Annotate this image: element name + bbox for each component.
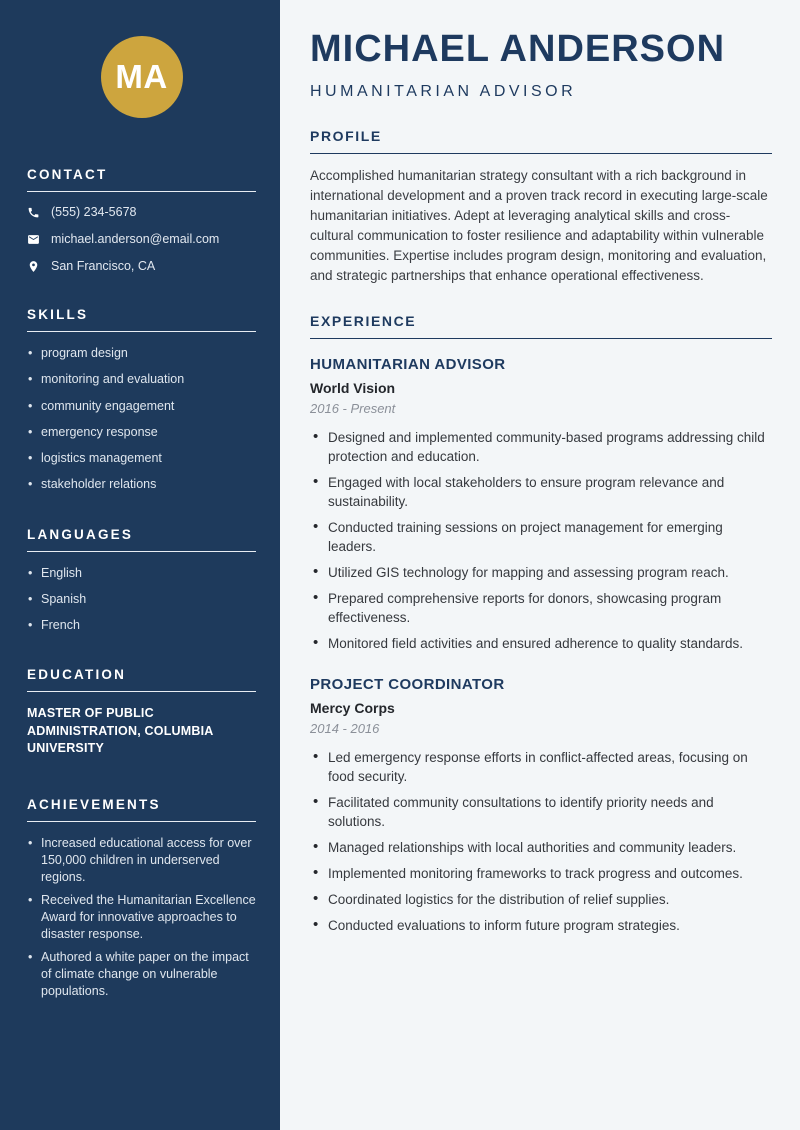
languages-heading: LANGUAGES (27, 527, 256, 552)
contact-phone-row (27, 205, 256, 219)
contact-heading: CONTACT (27, 167, 256, 192)
education-heading: EDUCATION (27, 667, 256, 692)
location-pin-icon (27, 260, 40, 273)
skill-item: • community engagement (27, 398, 256, 414)
skills-heading: SKILLS (27, 307, 256, 332)
experience-heading: EXPERIENCE (310, 313, 772, 339)
job-entry (310, 676, 772, 935)
achievement-item: • Authored a white paper on the impact of climate change on vulnerable populations. (27, 949, 256, 1000)
job-bullet: • Designed and implemented community-based programs addressing child protection and education. (310, 428, 772, 466)
contact-location: San Francisco, CA (51, 259, 156, 273)
languages-section (27, 527, 256, 634)
person-title: HUMANITARIAN ADVISOR (310, 82, 577, 100)
achievement-item: • Received the Humanitarian Excellence Award for innovative approaches to disaster response. (27, 892, 256, 943)
education-section (27, 667, 256, 757)
skill-item: • monitoring and evaluation (27, 371, 256, 387)
job-entry (310, 356, 772, 653)
sidebar (0, 0, 280, 1130)
skills-list (27, 345, 256, 493)
job-dates: 2014 - 2016 (310, 720, 380, 736)
person-name: MICHAEL ANDERSON (310, 28, 726, 70)
language-item: • Spanish (27, 591, 256, 607)
phone-icon (27, 206, 40, 219)
job-bullet: • Implemented monitoring frameworks to track progress and outcomes. (310, 864, 772, 883)
job-bullet: • Conducted evaluations to inform future program strategies. (310, 916, 772, 935)
achievements-list (27, 835, 256, 1000)
languages-list (27, 565, 256, 634)
main-column (280, 0, 800, 1130)
job-bullet: • Coordinated logistics for the distribution of relief supplies. (310, 890, 772, 909)
experience-section (310, 313, 772, 935)
profile-section (310, 128, 772, 286)
job-title: HUMANITARIAN ADVISOR (310, 355, 506, 373)
job-bullet: • Conducted training sessions on project management for emerging leaders. (310, 518, 772, 556)
language-item: • French (27, 617, 256, 633)
job-bullet: • Monitored field activities and ensured adherence to quality standards. (310, 634, 772, 653)
avatar-initials: MA (115, 58, 168, 95)
avatar (101, 36, 183, 118)
contact-location-row (27, 259, 256, 273)
achievements-section (27, 797, 256, 1000)
skill-item: • program design (27, 345, 256, 361)
contact-email: michael.anderson@email.com (51, 232, 220, 246)
skill-item: • emergency response (27, 424, 256, 440)
language-item: • English (27, 565, 256, 581)
achievements-heading: ACHIEVEMENTS (27, 797, 256, 822)
job-bullet: • Led emergency response efforts in conflict-affected areas, focusing on food security. (310, 748, 772, 786)
job-bullets (310, 428, 772, 653)
job-bullet: • Engaged with local stakeholders to ensure program relevance and sustainability. (310, 473, 772, 511)
skills-section (27, 307, 256, 493)
job-bullets (310, 748, 772, 935)
contact-section (27, 167, 256, 273)
education-degree: MASTER OF PUBLIC ADMINISTRATION, COLUMBIA UNIVERSITY (27, 706, 214, 755)
job-company: World Vision (310, 379, 396, 396)
skill-item: • logistics management (27, 450, 256, 466)
skill-item: • stakeholder relations (27, 476, 256, 492)
profile-text: Accomplished humanitarian strategy consultant with a rich background in international development and a proven track record in executing large-scale humanitarian initiatives. Adept at leveraging analytical skills and cross-cultural communication to foster resilience and adaptability within vulnerable communities. Expertise includes program design, monitoring and evaluation, and strategic partnerships that enhance operational effectiveness. (310, 167, 768, 283)
job-bullet: • Prepared comprehensive reports for donors, showcasing program effectiveness. (310, 589, 772, 627)
contact-phone: (555) 234-5678 (51, 205, 137, 219)
job-dates: 2016 - Present (310, 400, 396, 416)
job-bullet: • Facilitated community consultations to identify priority needs and solutions. (310, 793, 772, 831)
job-bullet: • Utilized GIS technology for mapping and assessing program reach. (310, 563, 772, 582)
email-icon (27, 233, 40, 246)
job-company: Mercy Corps (310, 699, 395, 716)
job-title: PROJECT COORDINATOR (310, 675, 505, 693)
achievement-item: • Increased educational access for over 150,000 children in underserved regions. (27, 835, 256, 886)
job-bullet: • Managed relationships with local authorities and community leaders. (310, 838, 772, 857)
contact-email-row (27, 232, 256, 246)
profile-heading: PROFILE (310, 128, 772, 154)
